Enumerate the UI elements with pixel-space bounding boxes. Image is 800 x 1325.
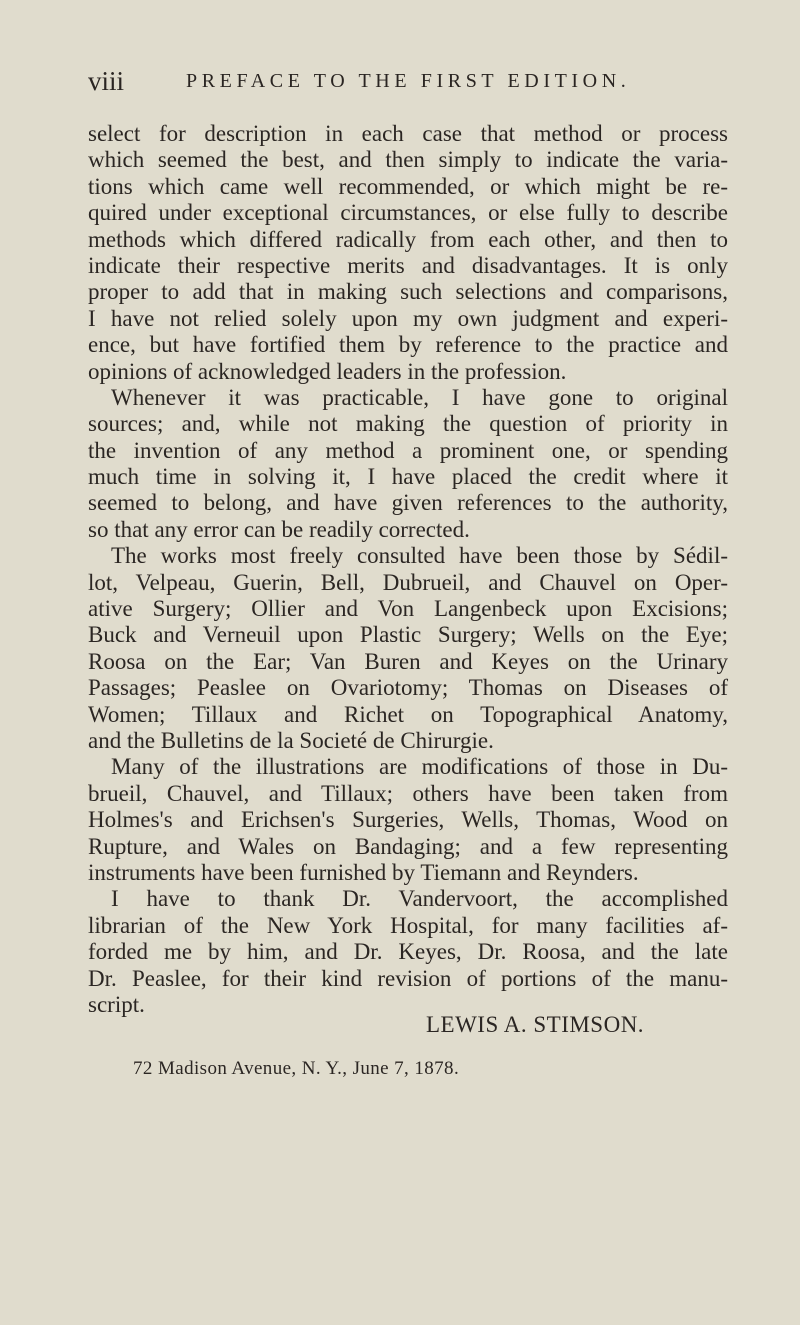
text-line: Rupture, and Wales on Bandaging; and a few representing <box>88 833 728 859</box>
running-head-title: PREFACE TO THE FIRST EDITION. <box>186 70 631 92</box>
text-line: Women; Tillaux and Richet on Topographical Anatomy, <box>88 701 728 727</box>
text-line: librarian of the New York Hospital, for many facilities af- <box>88 912 728 938</box>
author-signature: LEWIS A. STIMSON. <box>426 1012 645 1037</box>
text-line: opinions of acknowledged leaders in the profession. <box>88 358 567 384</box>
text-line: sources; and, while not making the question of priority in <box>88 411 728 437</box>
text-line: and the Bulletins de la Societé de Chirurgie. <box>88 727 494 753</box>
text-line: Dr. Peaslee, for their kind revision of portions of the manu- <box>88 965 728 991</box>
text-line: seemed to belong, and have given references to the authority, <box>88 490 728 516</box>
text-line: The works most freely consulted have been those by Sédil- <box>111 543 728 569</box>
running-head <box>88 61 728 101</box>
dateline: 72 Madison Avenue, N. Y., June 7, 1878. <box>133 1058 460 1079</box>
text-line: much time in solving it, I have placed the credit where it <box>88 464 728 490</box>
text-line: indicate their respective merits and disadvantages. It is only <box>88 252 728 278</box>
text-line: I have not relied solely upon my own judgment and experi- <box>88 305 728 331</box>
text-line: Buck and Verneuil upon Plastic Surgery; Wells on the Eye; <box>88 622 728 648</box>
text-line: tions which came well recommended, or which might be re- <box>88 173 728 199</box>
text-line: Whenever it was practicable, I have gone to original <box>111 384 728 410</box>
text-line: proper to add that in making such selections and comparisons, <box>88 279 728 305</box>
text-line: I have to thank Dr. Vandervoort, the accomplished <box>111 886 728 912</box>
text-line: select for description in each case that method or process <box>88 121 728 146</box>
text-line: script. <box>88 991 145 1017</box>
text-line: which seemed the best, and then simply to indicate the varia- <box>88 147 728 173</box>
text-line: methods which differed radically from each other, and then to <box>88 226 728 252</box>
text-line: brueil, Chauvel, and Tillaux; others have been taken from <box>88 780 728 806</box>
text-line: instruments have been furnished by Tiemann and Reynders. <box>88 859 639 885</box>
text-line: ence, but have fortified them by reference to the practice and <box>88 332 728 358</box>
preface-text <box>88 121 728 1018</box>
text-line: lot, Velpeau, Guerin, Bell, Dubrueil, and Chauvel on Oper- <box>88 569 728 595</box>
text-line: quired under exceptional circumstances, or else fully to describe <box>88 200 728 226</box>
text-line: Passages; Peaslee on Ovariotomy; Thomas on Diseases of <box>88 675 728 701</box>
text-line: ative Surgery; Ollier and Von Langenbeck upon Excisions; <box>88 596 728 622</box>
page-number: viii <box>88 66 125 96</box>
text-line: so that any error can be readily corrected. <box>88 516 470 542</box>
text-line: Holmes's and Erichsen's Surgeries, Wells, Thomas, Wood on <box>88 807 728 833</box>
text-line: Roosa on the Ear; Van Buren and Keyes on the Urinary <box>88 648 728 674</box>
text-line: the invention of any method a prominent one, or spending <box>88 437 728 463</box>
text-line: forded me by him, and Dr. Keyes, Dr. Roosa, and the late <box>88 939 728 965</box>
text-line: Many of the illustrations are modifications of those in Du- <box>111 754 728 780</box>
